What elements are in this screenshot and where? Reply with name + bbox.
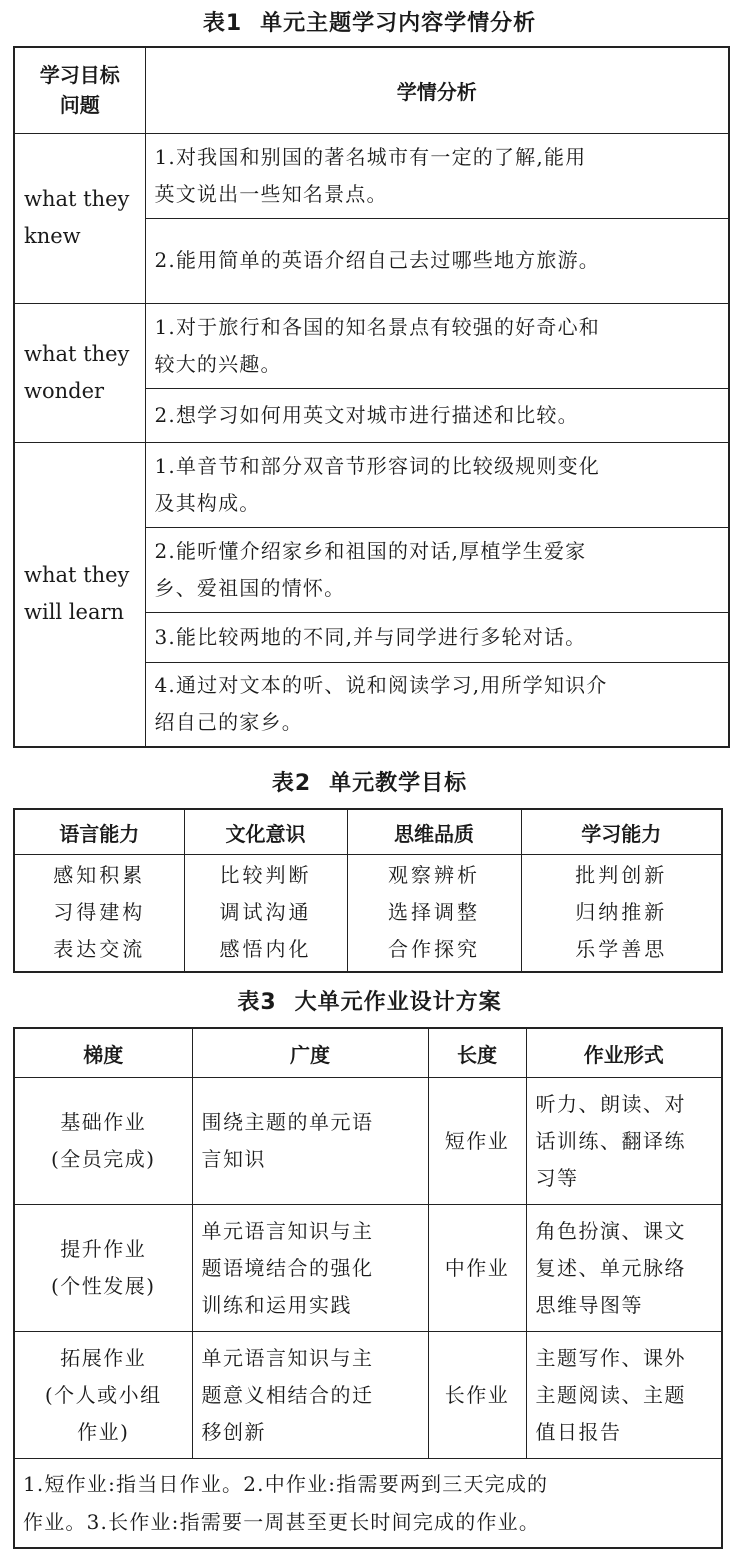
table1-caption-number: 表1 [202,11,243,36]
gradient-cell: 提升作业 (个性发展) [14,1205,192,1332]
learning-ability-items: 批判创新 归纳推新 乐学善思 [521,855,722,973]
header-length: 长度 [428,1028,526,1078]
table1-header-goal: 学习目标 问题 [14,47,145,133]
goal-what-they-knew: what they knew [14,133,145,303]
table-row [14,1205,722,1332]
table3-caption [0,985,739,1016]
breadth-cell: 围绕主题的单元语 言知识 [192,1078,428,1205]
table-row [14,1078,722,1205]
table-row [14,442,729,527]
analysis-item: 3.能比较两地的不同,并与同学进行多轮对话。 [145,612,729,662]
length-cell: 长作业 [428,1332,526,1459]
goal-what-they-wonder: what they wonder [14,303,145,442]
gradient-cell: 拓展作业 (个人或小组 作业) [14,1332,192,1459]
table1-header-analysis: 学情分析 [145,47,729,133]
length-cell: 中作业 [428,1205,526,1332]
table-footnote: 1.短作业:指当日作业。2.中作业:指需要两到三天完成的 作业。3.长作业:指需要一周甚至更长时间完成的作业。 [14,1459,722,1549]
header-cultural-awareness: 文化意识 [184,809,347,855]
header-breadth: 广度 [192,1028,428,1078]
header-learning-ability: 学习能力 [521,809,722,855]
table2-caption [0,766,739,797]
analysis-item: 2.能听懂介绍家乡和祖国的对话,厚植学生爱家 乡、爱祖国的情怀。 [145,527,729,612]
table1-caption-title: 单元主题学习内容学情分析 [260,11,537,36]
analysis-item: 1.对我国和别国的著名城市有一定的了解,能用 英文说出一些知名景点。 [145,133,729,218]
table1-caption [0,6,739,37]
table-row [14,133,729,218]
header-thinking-quality: 思维品质 [347,809,521,855]
cultural-awareness-items: 比较判断 调试沟通 感悟内化 [184,855,347,973]
table2-caption-number: 表2 [271,771,312,796]
table-row [14,855,722,973]
table1-header-row [14,47,729,133]
analysis-item: 1.单音节和部分双音节形容词的比较级规则变化 及其构成。 [145,442,729,527]
analysis-item: 1.对于旅行和各国的知名景点有较强的好奇心和 较大的兴趣。 [145,303,729,388]
table2-caption-title: 单元教学目标 [329,771,468,796]
analysis-item: 2.想学习如何用英文对城市进行描述和比较。 [145,388,729,442]
language-ability-items: 感知积累 习得建构 表达交流 [14,855,184,973]
table2-header-row [14,809,722,855]
breadth-cell: 单元语言知识与主 题意义相结合的迁 移创新 [192,1332,428,1459]
length-cell: 短作业 [428,1078,526,1205]
teaching-goals-table [13,808,723,973]
table3-caption-title: 大单元作业设计方案 [294,990,502,1015]
goal-what-they-will-learn: what they will learn [14,442,145,747]
header-homework-form: 作业形式 [526,1028,722,1078]
analysis-item: 4.通过对文本的听、说和阅读学习,用所学知识介 绍自己的家乡。 [145,662,729,747]
table3-header-row [14,1028,722,1078]
header-language-ability: 语言能力 [14,809,184,855]
form-cell: 主题写作、课外 主题阅读、主题 值日报告 [526,1332,722,1459]
gradient-cell: 基础作业 (全员完成) [14,1078,192,1205]
table-row [14,1332,722,1459]
homework-design-table [13,1027,723,1549]
form-cell: 听力、朗读、对 话训练、翻译练 习等 [526,1078,722,1205]
table-row [14,303,729,388]
breadth-cell: 单元语言知识与主 题语境结合的强化 训练和运用实践 [192,1205,428,1332]
learning-analysis-table [13,46,730,748]
table3-caption-number: 表3 [237,990,277,1015]
form-cell: 角色扮演、课文 复述、单元脉络 思维导图等 [526,1205,722,1332]
table3-note-row [14,1459,722,1549]
analysis-item: 2.能用简单的英语介绍自己去过哪些地方旅游。 [145,218,729,303]
thinking-quality-items: 观察辨析 选择调整 合作探究 [347,855,521,973]
header-gradient: 梯度 [14,1028,192,1078]
